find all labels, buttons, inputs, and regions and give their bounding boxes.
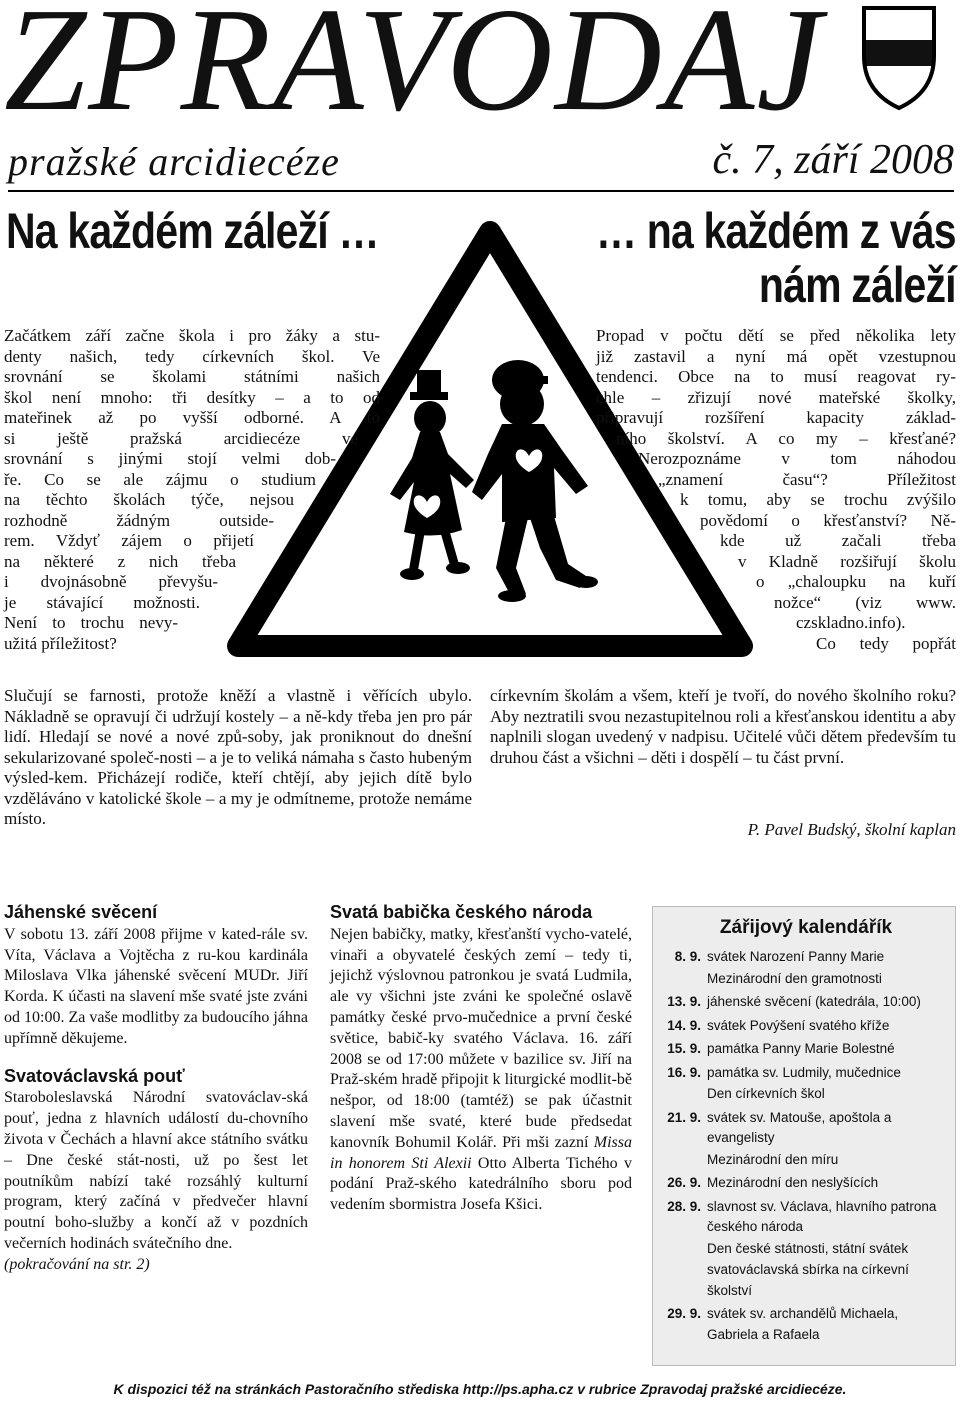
calendar-event: svátek sv. archandělů Michaela, Gabriela a Rafaela [707, 1306, 899, 1342]
ludmila-text-part-2: Otto Alberta Tichého v podání Praž-ského katedrálního sboru pod vedením sbormistra Josefa Kšici. [330, 1154, 632, 1214]
diocese-subtitle: pražské arcidiecéze [8, 139, 340, 184]
coat-of-arms-icon [860, 4, 938, 112]
ludmila-heading: Svatá babička českého národa [330, 902, 593, 922]
calendar-event: Den církevních škol [707, 1086, 825, 1101]
lead-text-right [596, 326, 956, 654]
lead-right-line: ního školství. A co my – křesťané? [616, 428, 956, 448]
lead-right-line: již zastavil a nyní má opět vzestupnou [596, 346, 956, 366]
september-calendar [652, 906, 956, 1366]
calendar-row [663, 1039, 949, 1061]
lead-left-line: si ještě pražská arcidiecéze ve [4, 428, 358, 448]
lead-left-line: Není to trochu nevy- [4, 613, 178, 632]
calendar-date: 28. 9. [667, 1198, 701, 1214]
continuation-note: (pokračování na str. 2) [4, 1255, 150, 1273]
calendar-events [707, 1173, 949, 1195]
lead-headline-left: Na každém záleží … [6, 203, 379, 259]
masthead-divider [8, 190, 954, 192]
calendar-row [663, 1304, 949, 1346]
calendar-event: svátek Narození Panny Marie [707, 949, 885, 964]
lead-right-line: k tomu, aby se trochu zvýšilo [680, 490, 956, 509]
calendar-events [707, 1039, 949, 1061]
calendar-date: 13. 9. [667, 994, 701, 1009]
calendar-title: Zářijový kalendářík [719, 917, 893, 938]
lead-left-line: ře. Co se ale zájmu o studium [4, 469, 316, 489]
article-signature: P. Pavel Budský, školní kaplan [747, 820, 956, 839]
pilgrimage-text: Staroboleslavská Národní svatováclav-ská pouť, jedna z hlavních událostí du-chovního života v Čechách a hlavní akce státního svátku – Dne české stát-nosti, už po šest let poutníkům nabízí také rozsáhlý kulturní program, který začíná v předvečer hlavní poutní boho-služby a končí až v pozdních večerních hodinách svátečního dne. [4, 1089, 308, 1252]
lead-left-line: rem. Vždyť zájem o přijetí [4, 531, 254, 550]
calendar-date: 8. 9. [674, 949, 701, 964]
calendar-event: památka Panny Marie Bolestné [707, 1041, 895, 1056]
lead-left-line: srovnání se školami státními našich [4, 367, 380, 386]
lead-left-line: užitá příležitost? [4, 633, 117, 653]
calendar-events [707, 992, 949, 1014]
ludmila-text-part-1: Nejen babičky, matky, křesťanští vycho-vatelé, vinaři a obyvatelé českých zemí – tedy ti, jejichž výslovnou patronkou je svatá Ludmila, ale vy všichni jste zváni ke společné oslavě památky české prvo-mučednice a první české světice, babič-ky svatého Václava. 16. září 2008 se od 17:00 můžete v bazilice sv. Jiří na Praž-ském hradě připojit k liturgické modlit-bě nešpor, od 18:00 (tamtéž) se pak účastnit slavení mše svaté, které bude předsedat kanovník Bohumil Kolář. Při mši zazní [330, 925, 632, 1151]
lead-left-line: Začátkem září začne škola i pro žáky a stu- [4, 326, 380, 345]
column-left [4, 902, 308, 1276]
lead-right-line: chle – zřizují nové mateřské školky, [596, 387, 956, 407]
calendar-row [663, 1197, 949, 1303]
calendar-date: 21. 9. [667, 1109, 701, 1125]
calendar-event: Mezinárodní den míru [707, 1151, 839, 1167]
lead-left-line: škol není mnoho: tři desítky – a to od [4, 387, 380, 407]
calendar-date: 29. 9. [667, 1306, 701, 1321]
calendar-event: Den české státnosti, státní svátek [707, 1240, 909, 1256]
lead-left-line: i dvojnásobně převyšu- [4, 572, 218, 591]
lead-right-line: tendenci. Obce na to musí reagovat ry- [596, 367, 956, 386]
calendar-events [707, 1016, 949, 1038]
calendar-event: Mezinárodní den gramotnosti [707, 970, 882, 986]
lead-right-line: povědomí o křesťanství? Ně- [700, 510, 956, 530]
lead-right-line: kde už začali třeba [720, 531, 956, 550]
calendar-row [663, 1108, 949, 1172]
footer-note: K dispozici též na stránkách Pastoračního střediska http://ps.apha.cz v rubrice Zpravodaj pražské arcidiecéze. [113, 1381, 847, 1397]
calendar-event: jáhenské svěcení (katedrála, 10:00) [707, 994, 921, 1009]
lead-right-line: Nerozpoznáme v tom náhodou [638, 449, 956, 468]
headline-right-line-2: nám záleží [759, 257, 956, 313]
lead-right-line: o „chaloupku na kuří [756, 572, 956, 591]
issue-number: č. 7, září 2008 [712, 137, 954, 183]
deacon-ordination-text: V sobotu 13. září 2008 přijme v kated-rále sv. Víta, Václava a Vojtěcha z ru-kou kardinála Miloslava Vlka jáhenské svěcení MUDr. Jiří Korda. K účasti na slavení mše svaté jste zváni od 10:00. Za vaše modlitby za budoucího jáhna upřímně děkujeme. [4, 925, 308, 1047]
calendar-event: svatováclavská sbírka na církevní školství [707, 1262, 909, 1298]
calendar-date: 15. 9. [667, 1041, 701, 1056]
lead-right-line: v Kladně rozšiřují školu [738, 551, 956, 571]
calendar-events [707, 1304, 949, 1346]
calendar-events [707, 1108, 949, 1172]
lead-left-line: denty našich, tedy církevních škol. Ve [4, 346, 380, 366]
lead-text-left-continued: Slučují se farnosti, protože kněží a vlastně i věřících ubylo. Nákladně se opravují či udržují kostely – a ně-kdy třeba jen pro pár lidí. Hledají se nové a nové způ-soby, jak proniknout do dnešní sekularizované společ-nosti – a je to veliká námaha s často hubeným výsled-kem. Přicházejí rodiče, kteří chtějí, aby jejich dítě bylo vzděláváno v katolické škole – a my je odmítneme, protože nemáme místo. [4, 686, 472, 828]
headline-right-line-1: … na každém z vás [596, 203, 956, 259]
pilgrimage-heading: Svatováclavská pouť [4, 1065, 185, 1086]
calendar-date: 14. 9. [667, 1017, 701, 1033]
lead-right-line: czskladno.info). [796, 613, 906, 632]
calendar-events [707, 1063, 949, 1106]
calendar-date: 26. 9. [667, 1175, 701, 1190]
calendar-row [663, 992, 949, 1014]
lead-right-line: připravují rozšíření kapacity základ- [596, 408, 956, 427]
calendar-events [707, 1197, 949, 1303]
lead-right-line: Propad v počtu dětí se před několika lety [596, 326, 956, 345]
ludmila-text [330, 925, 632, 1216]
lead-right-line: Co tedy popřát [816, 633, 956, 653]
lead-left-line: je stávající možnosti. [4, 592, 200, 612]
calendar-row [663, 947, 949, 990]
mass-title: Missa in honorem Sti Alexii [330, 1133, 632, 1172]
deacon-ordination-heading: Jáhenské svěcení [4, 902, 158, 922]
lead-left-line: rozhodně žádným outside- [4, 510, 274, 530]
calendar-row [663, 1173, 949, 1195]
masthead-title: ZPRAVODAJ [4, 0, 825, 142]
calendar-event: památka sv. Ludmily, mučednice [707, 1064, 901, 1080]
lead-right-line: nožce“ (viz www. [774, 592, 956, 612]
lead-left-line: na těchto školách týče, nejsou [4, 490, 294, 509]
lead-left-line: na některé z nich třeba [4, 551, 236, 571]
calendar-event: slavnost sv. Václava, hlavního patrona českého národa [707, 1198, 937, 1234]
calendar-row [663, 1063, 949, 1106]
lead-left-line: srovnání s jinými stojí velmi dob- [4, 449, 336, 468]
lead-right-line: „znamení času“? Příležitost [658, 469, 956, 489]
calendar-row [663, 1016, 949, 1038]
lead-text-right-continued: církevním školám a všem, kteří je tvoří, do nového školního roku? Aby neztratili svou nezastupitelnou roli a křesťanskou identitu a aby naplnili slogan uvedený v nadpisu. Učitelé vůči dětem především tu druhou část a všichni – děti i dospělí – tu část první. [490, 686, 956, 767]
calendar-event: svátek sv. Matouše, apoštola a evangelisty [707, 1109, 892, 1145]
calendar-date: 16. 9. [667, 1064, 701, 1080]
column-middle [330, 902, 632, 1216]
lead-text-left [4, 326, 380, 654]
calendar-events [707, 947, 949, 990]
calendar-event: Mezinárodní den neslyšících [707, 1175, 879, 1190]
calendar-event: svátek Povýšení svatého kříže [707, 1017, 890, 1033]
lead-left-line: mateřinek až po vyšší odborné. A to [4, 408, 380, 427]
